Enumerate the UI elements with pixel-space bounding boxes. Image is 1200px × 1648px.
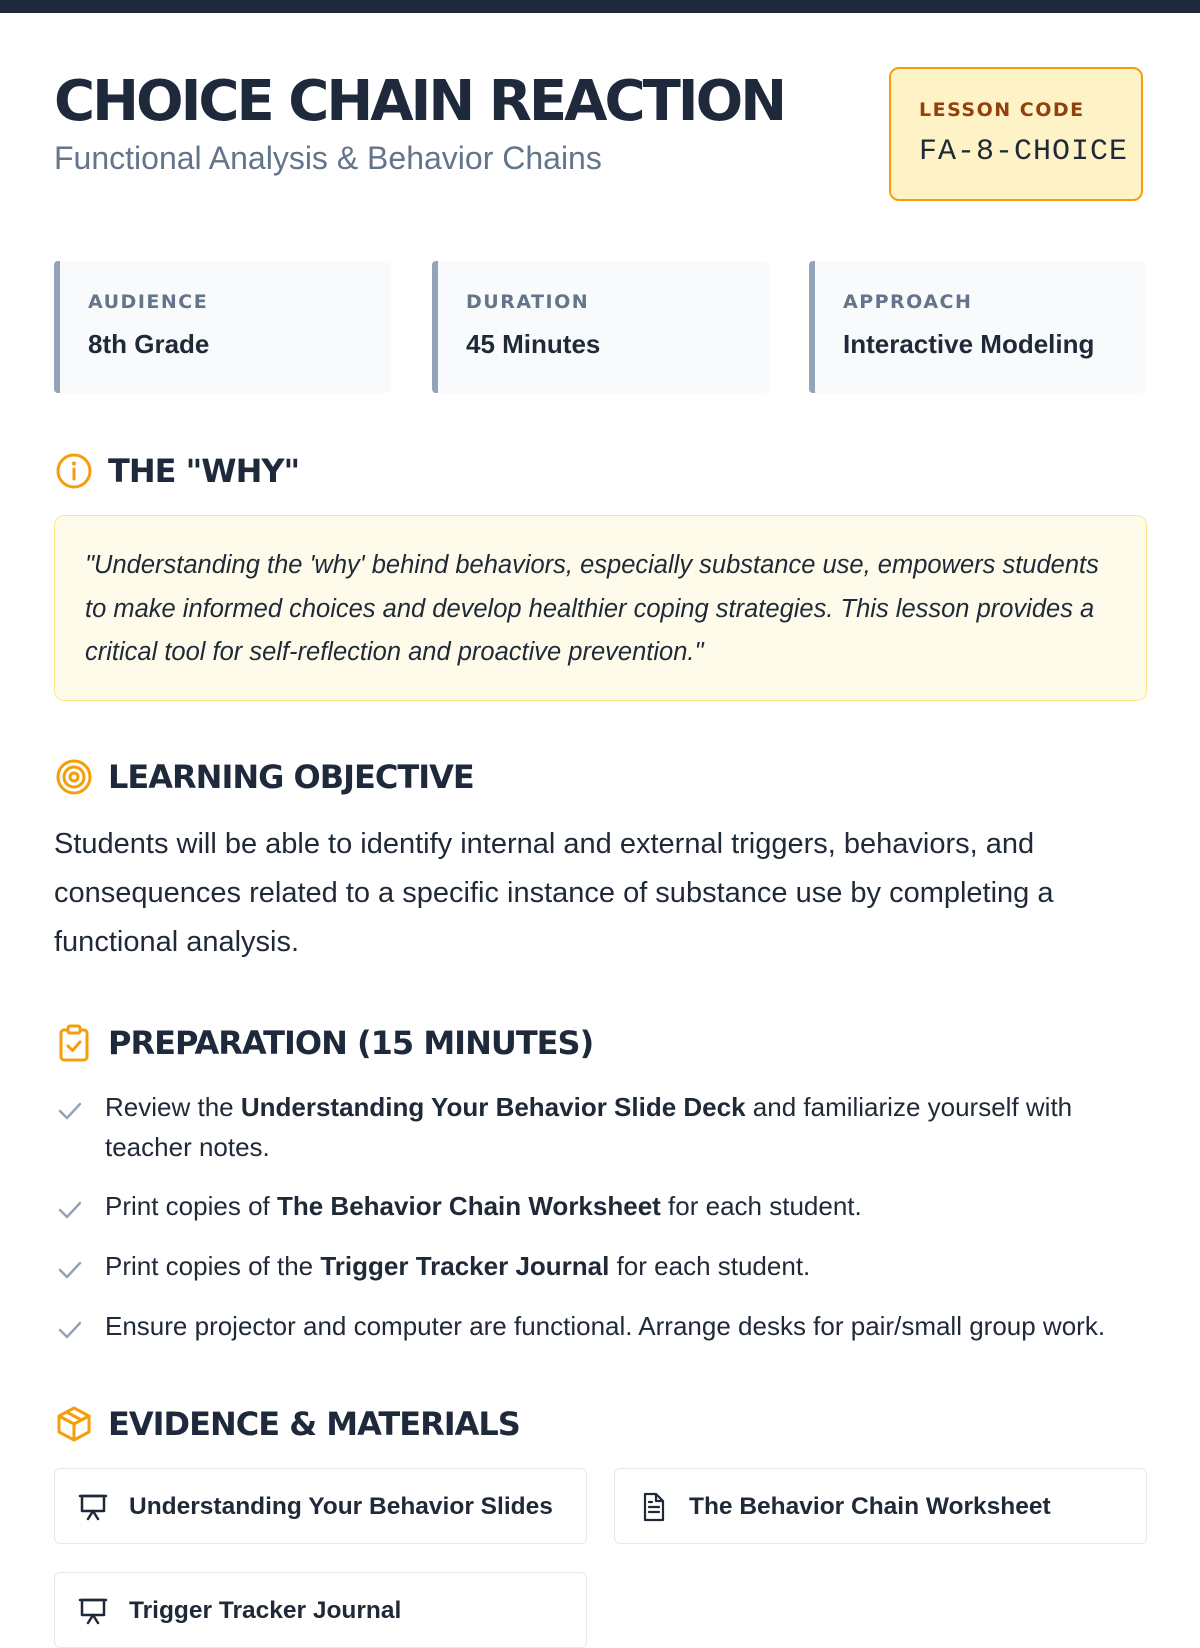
section-heading: LEARNING OBJECTIVE [108,758,474,796]
page-title: CHOICE CHAIN REACTION [54,69,785,134]
target-icon [54,757,94,797]
clipboard-check-icon [54,1023,94,1063]
why-quote: "Understanding the 'why' behind behaviors, especially substance use, empowers students to make informed choices and develop healthier coping strategies. This lesson provides a critical tool for self-reflection and proactive prevention." [85,551,1099,666]
section-heading: THE "WHY" [108,452,300,490]
info-icon [54,451,94,491]
material-card-journal[interactable] [54,1572,587,1648]
prep-item-text: Review the Understanding Your Behavior Slide Deck and familiarize yourself with teacher notes. [105,1092,1073,1162]
section-heading: EVIDENCE & MATERIALS [108,1405,520,1443]
lesson-code-value: FA-8-CHOICE [919,135,1129,169]
page-subtitle: Functional Analysis & Behavior Chains [54,140,602,176]
lesson-code-box [889,67,1143,201]
material-card-worksheet[interactable] [614,1468,1147,1544]
material-label: Understanding Your Behavior Slides [129,1493,553,1520]
info-card-approach [809,261,1146,393]
info-card-duration [432,261,769,393]
objective-text: Students will be able to identify internal and external triggers, behaviors, and consequences related to a specific instance of substance use by completing a functional analysis. [54,828,1054,958]
checkmark-icon [56,1196,84,1224]
lesson-code-label: LESSON CODE [919,99,1085,121]
material-label: Trigger Tracker Journal [129,1597,402,1624]
top-bar [0,0,1200,13]
presentation-icon [77,1491,109,1523]
info-label: APPROACH [843,291,973,313]
info-card-audience [54,261,391,393]
info-value: 45 Minutes [466,329,601,359]
why-quote-box [54,515,1147,701]
info-value: Interactive Modeling [843,329,1095,359]
document-icon [637,1491,669,1523]
section-heading: PREPARATION (15 MINUTES) [108,1024,594,1062]
info-label: DURATION [466,291,590,313]
info-label: AUDIENCE [88,291,209,313]
prep-item-text: Print copies of the Trigger Tracker Journal for each student. [105,1251,811,1281]
checkmark-icon [56,1316,84,1344]
prep-item-text: Print copies of The Behavior Chain Worksheet for each student. [105,1191,862,1221]
info-value: 8th Grade [88,329,210,359]
material-card-slides[interactable] [54,1468,587,1544]
checkmark-icon [56,1097,84,1125]
prep-item-text: Ensure projector and computer are functional. Arrange desks for pair/small group work. [105,1311,1106,1341]
material-label: The Behavior Chain Worksheet [689,1493,1051,1520]
checkmark-icon [56,1256,84,1284]
package-icon [54,1404,94,1444]
